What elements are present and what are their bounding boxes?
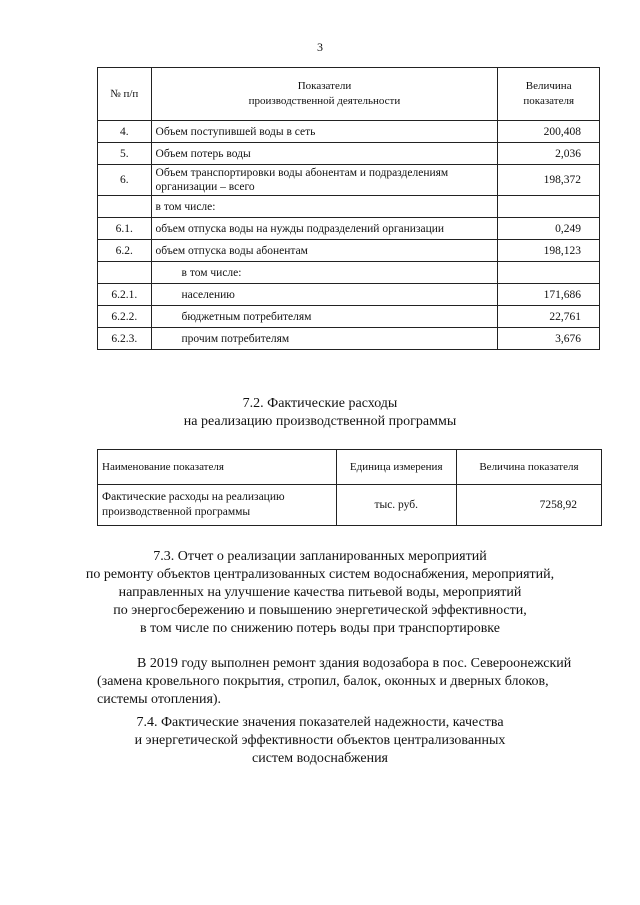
paragraph-line: В 2019 году выполнен ремонт здания водозабора в пос. Североонежский [137,656,572,671]
heading-line: 7.4. Фактические значения показателей надежности, качества [136,715,504,730]
row-number: 6.2.2. [98,306,152,328]
table-row [98,485,602,526]
row-indicator: бюджетным потребителям [151,306,498,328]
row-indicator: в том числе: [151,262,498,284]
row-number: 6.1. [98,218,152,240]
row-indicator: объем отпуска воды абонентам [151,240,498,262]
row-number: 5. [98,143,152,165]
row-indicator: прочим потребителям [151,328,498,350]
row-value: 0,249 [498,218,600,240]
column-header-indicator-line1: Показатели [297,80,352,92]
row-indicator: объем отпуска воды на нужды подразделений организации [151,218,498,240]
row-indicator [98,485,337,526]
row-value [498,196,600,218]
column-header-indicator [151,68,498,121]
row-value: 7258,92 [456,485,601,526]
row-number: 4. [98,121,152,143]
production-indicators-table [97,67,600,350]
row-number: 6.2. [98,240,152,262]
repair-paragraph [97,655,602,709]
heading-line: 7.3. Отчет о реализации запланированных мероприятий [153,549,487,564]
row-value: 22,761 [498,306,600,328]
row-value: 3,676 [498,328,600,350]
table-row [98,196,600,218]
table-row [98,143,600,165]
row-indicator: населению [151,284,498,306]
heading-line: систем водоснабжения [251,751,388,766]
heading-line: по энергосбережению и повышению энергетической эффективности, [113,603,527,618]
column-header-value-line1: Величина [525,80,572,92]
table-header-row [98,450,602,485]
row-value: 200,408 [498,121,600,143]
table-row [98,328,600,350]
heading-line: по ремонту объектов централизованных систем водоснабжения, мероприятий, [85,567,555,582]
column-header-unit: Единица измерения [336,450,456,485]
row-number [98,262,152,284]
column-header-number: № п/п [98,68,152,121]
row-value: 171,686 [498,284,600,306]
page-number: 3 [317,40,323,54]
table-header-row [98,68,600,121]
row-number: 6.2.3. [98,328,152,350]
actual-expenses-table [97,449,602,526]
table-row [98,218,600,240]
heading-line: и энергетической эффективности объектов централизованных [134,733,506,748]
table-row [98,284,600,306]
row-value: 198,123 [498,240,600,262]
table-row [98,240,600,262]
table-row [98,165,600,196]
heading-line: направленных на улучшение качества питьевой воды, мероприятий [118,585,522,600]
row-indicator: в том числе: [151,196,498,218]
heading-line: в том числе по снижению потерь воды при транспортировке [140,621,500,636]
row-number: 6.2.1. [98,284,152,306]
paragraph-line: (замена кровельного покрытия, стропил, балок, оконных и дверных блоков, [97,674,549,689]
row-indicator: Объем транспортировки воды абонентам и подразделениям организации – всего [151,165,498,196]
column-header-value: Величина показателя [456,450,601,485]
row-value: 198,372 [498,165,600,196]
row-number: 6. [98,165,152,196]
column-header-value-line2: показателя [523,95,575,107]
section-heading-7-2 [0,395,640,431]
row-indicator: Объем потерь воды [151,143,498,165]
section-heading-7-4 [0,714,640,768]
paragraph-line: системы отопления). [97,692,222,707]
row-number [98,196,152,218]
section-heading-7-3 [0,548,640,638]
table-row [98,262,600,284]
column-header-indicator-name: Наименование показателя [98,450,337,485]
row-value: 2,036 [498,143,600,165]
row-indicator: Объем поступившей воды в сеть [151,121,498,143]
column-header-value [498,68,600,121]
heading-line: на реализацию производственной программы [183,414,457,429]
row-indicator-line2: производственной программы [102,506,251,518]
heading-line: 7.2. Фактические расходы [242,396,398,411]
table-row [98,121,600,143]
row-unit: тыс. руб. [336,485,456,526]
row-indicator-line1: Фактические расходы на реализацию [102,491,285,503]
table-row [98,306,600,328]
column-header-indicator-line2: производственной деятельности [248,95,401,107]
row-value [498,262,600,284]
